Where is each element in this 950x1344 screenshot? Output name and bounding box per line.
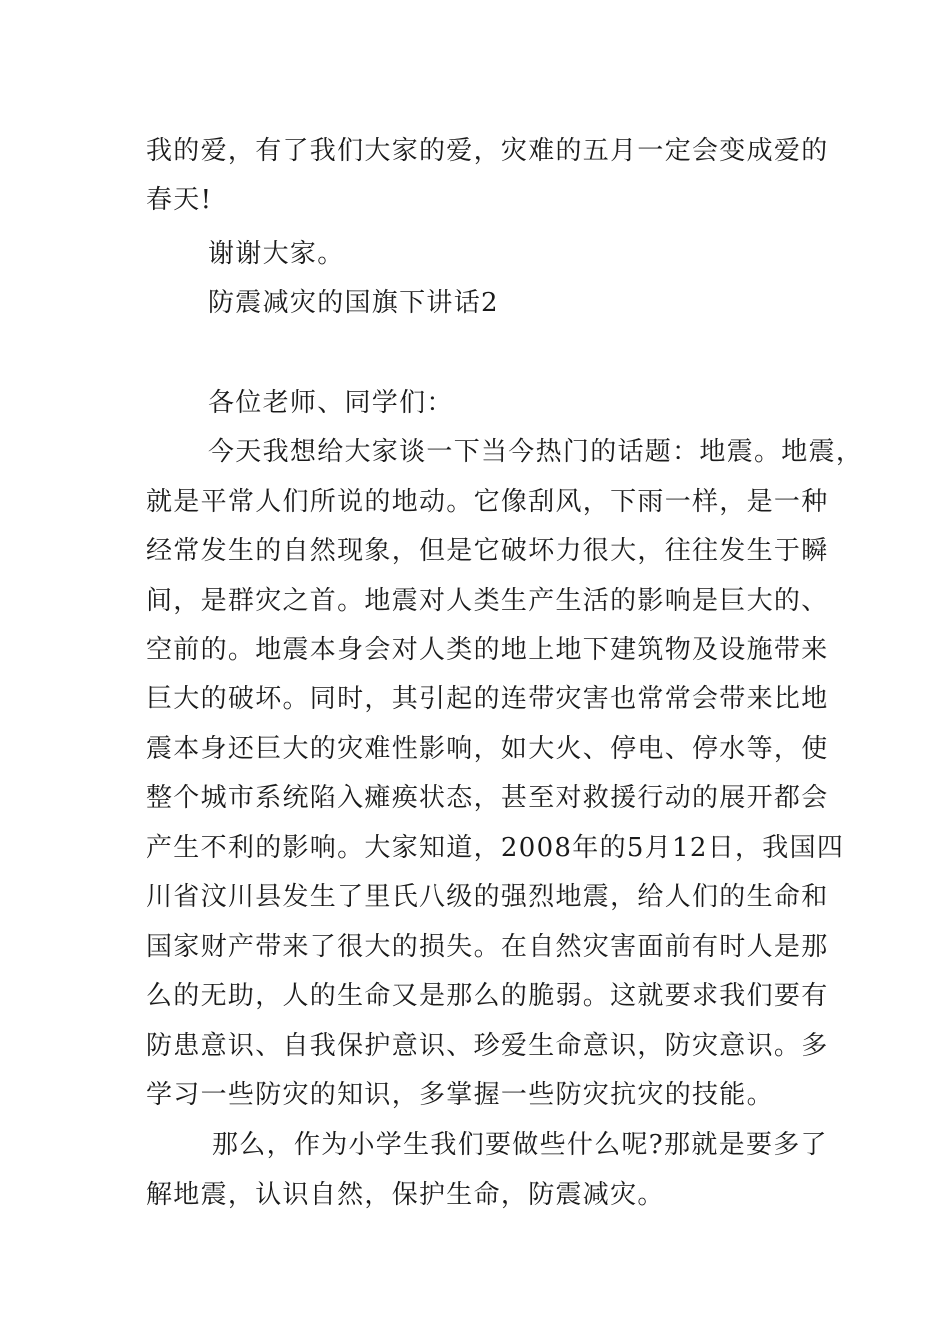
text-line: 今天我想给大家谈一下当今热门的话题：地震。地震，: [208, 437, 864, 467]
text-line: 么的无助，人的生命又是那么的脆弱。这就要求我们要有: [146, 981, 829, 1011]
text-line: 解地震，认识自然，保护生命，防震减灾。: [146, 1180, 665, 1210]
text-line: 空前的。地震本身会对人类的地上地下建筑物及设施带来: [146, 635, 829, 665]
text-line: 那么，作为小学生我们要做些什么呢?那就是要多了: [212, 1130, 828, 1160]
text-line: 巨大的破坏。同时，其引起的连带灾害也常常会带来比地: [146, 684, 829, 714]
text-line: 整个城市系统陷入瘫痪状态，甚至对救援行动的展开都会: [146, 783, 829, 813]
text-line: 川省汶川县发生了里氏八级的强烈地震，给人们的生命和: [146, 882, 829, 912]
text-line: 产生不利的影响。大家知道，2008年的5月12日，我国四: [146, 833, 845, 863]
text-line: 经常发生的自然现象，但是它破坏力很大，往往发生于瞬: [146, 536, 829, 566]
text-line: 就是平常人们所说的地动。它像刮风，下雨一样，是一种: [146, 487, 829, 517]
text-line: 我的爱，有了我们大家的爱，灾难的五月一定会变成爱的: [146, 136, 829, 166]
text-line: 春天!: [146, 185, 213, 215]
text-line: 学习一些防灾的知识，多掌握一些防灾抗灾的技能。: [146, 1080, 774, 1110]
text-line: 震本身还巨大的灾难性影响，如大火、停电、停水等，使: [146, 734, 829, 764]
text-line: 谢谢大家。: [208, 239, 345, 269]
section-heading: 防震减灾的国旗下讲话2: [208, 288, 499, 318]
text-line: 国家财产带来了很大的损失。在自然灾害面前有时人是那: [146, 932, 829, 962]
text-line: 间，是群灾之首。地震对人类生产生活的影响是巨大的、: [146, 586, 829, 616]
text-line: 防患意识、自我保护意识、珍爱生命意识，防灾意识。多: [146, 1031, 829, 1061]
salutation: 各位老师、同学们：: [208, 388, 454, 418]
